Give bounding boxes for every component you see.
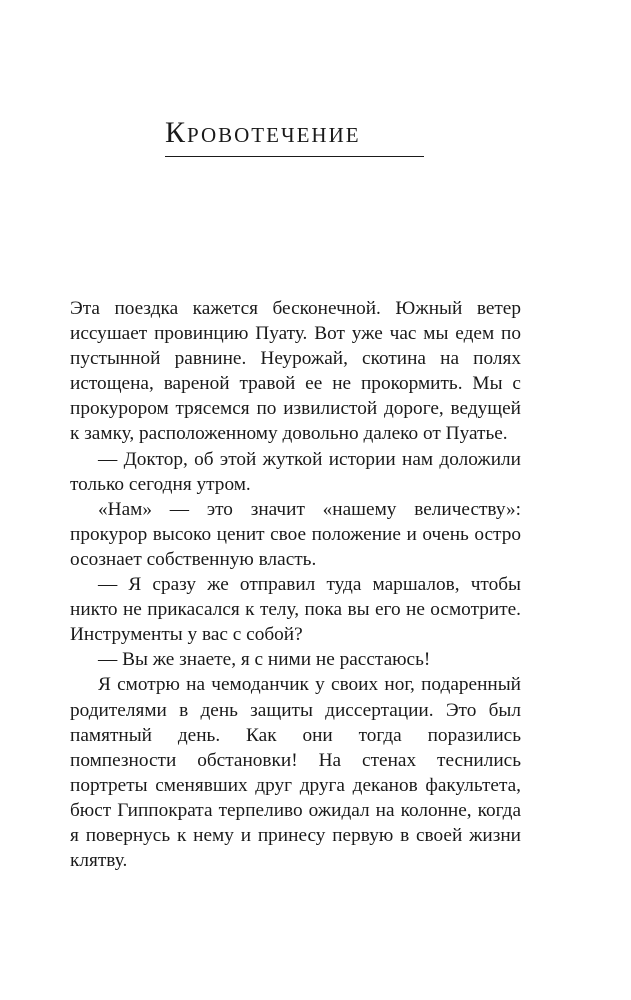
paragraph: Я смотрю на чемоданчик у своих ног, подаренный родителями в день защиты диссертации. Это был памятный день. Как они тогда поразились помпезности обстановки! На стенах теснились портреты сменявших друг друга деканов факультета, бюст Гиппократа терпеливо ожидал на колонне, когда я повернусь к нему и принесу первую в своей жизни клятву. xyxy=(70,674,521,872)
chapter-title: Кровотечение xyxy=(165,116,361,149)
paragraph: — Вы же знаете, я с ними не расстаюсь! xyxy=(98,649,431,671)
paragraph: — Доктор, об этой жуткой истории нам доложили только сегодня утром. xyxy=(70,448,521,495)
paragraph: «Нам» — это значит «нашему величеству»: прокурор высоко ценит свое положение и очень остро осознает собственную власть. xyxy=(70,498,521,570)
chapter-body xyxy=(70,296,521,873)
title-underline xyxy=(165,156,424,157)
paragraph: — Я сразу же отправил туда маршалов, чтобы никто не прикасался к телу, пока вы его не осмотрите. Инструменты у вас с собой? xyxy=(70,574,521,646)
paragraph: Эта поездка кажется бесконечной. Южный ветер иссушает провинцию Пуату. Вот уже час мы едем по пустынной равнине. Неурожай, скотина на полях истощена, вареной травой ее не прокормить. Мы с прокурором трясемся по извилистой дороге, ведущей к замку, расположенному довольно далеко от Пуатье. xyxy=(70,298,521,445)
